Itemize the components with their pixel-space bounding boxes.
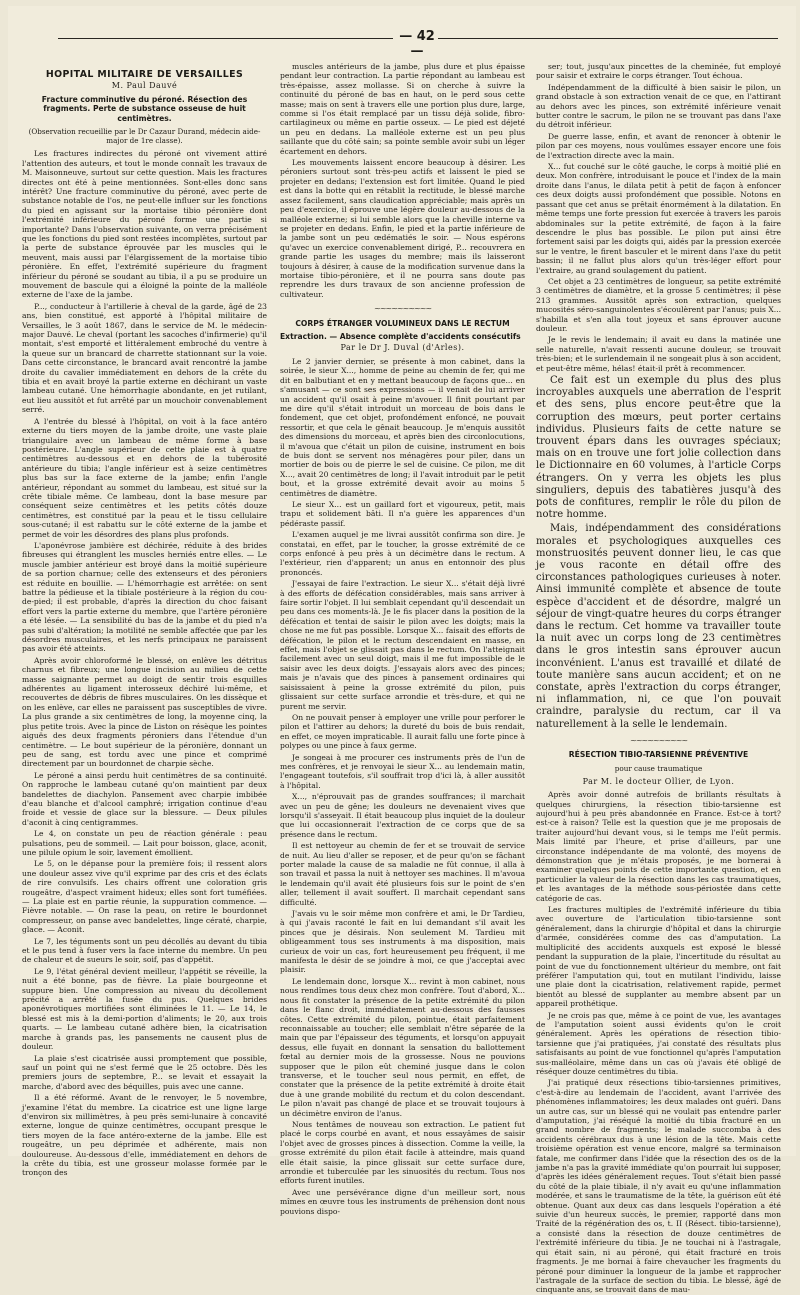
article-paragraph: A l'entrée du blessé à l'hôpital, on voit à la face antéro externe du tiers moyen de la jambe droite, une vaste plaie triangulaire avec un lambeau de même forme à base postérieure. L'angle supérieur de cette plaie est à quatre centimètres au-dessous et en dehors de la tubérosité antérieure du tibia; l'angle inférieur est à seize centimètres plus bas sur la face externe de la jambe; enfin l'angle antérieur, répondant au sommet du lambeau, est situé sur la crête tibiale même. Ce lambeau, dont la base mesure par conséquent seize centimètres et les petits côtés douze centimètres, est constitué par la peau et le tissu cellulaire sous-cutané; il est rabattu sur le côté externe de la jambe et permet de voir les désordres des plans plus profonds. xyxy=(22,416,267,539)
newspaper-page xyxy=(8,6,796,1295)
article-paragraph: J'ai pratiqué deux résections tibio-tarsiennes primitives, c'est-à-dire au lendemain de l'accident, avant l'arrivée des phénomènes inflammatoires; les deux malades ont guéri. Dans un autre cas, sur un blessé qui ne voulait pas entendre parler d'amputation, j'ai réséqué la moitié du tibia fracturé en un grand nombre de fragments; le malade succomba à des accidents cérébraux dus à une lésion de la tête. Mais cette troisième opération est venue encore, malgré sa terminaison fatale, me confirmer dans l'idée que la résection des os de la jambe n'a pas la gravité immédiate qu'on pourrait lui supposer, d'après les idées généralement reçues. Tout s'était bien passé du côté de la plaie tibiale, il n'y avait eu qu'une inflammation modérée, et sans le traumatisme de la tête, la guérison eût été obtenue. Quant aux deux cas dans lesquels l'opération a été suivie d'un heureux succès, le premier, rapporté dans mon Traité de la régénération des os, t. II (Résect. tibio-tarsienne), a consisté dans la résection de douze centimètres de l'extrémité inférieure du tibia. Je ne touchai ni à l'astragale, qui était sain, ni au péroné, qui était fracturé en trois fragments. Je me bornai à faire chevaucher les fragments du péroné pour diminuer la longueur de la jambe et rapprocher l'astragale de la surface de section du tibia. Le blessé, âgé de cinquante ans, se trouvait dans de mau- xyxy=(536,1078,781,1295)
column-1 xyxy=(22,62,267,1178)
article-paragraph: Les fractures multiples de l'extrémité inférieure du tibia avec ouverture de l'articulation tibio-tarsienne sont généralement, dans la chirurgie d'hôpital et dans la chirurgie d'armée, considérées comme des cas d'amputation. La multiplicité des accidents auxquels est exposé le blessé pendant la suppuration de la plaie, l'incertitude du résultat au point de vue du fonctionnement ultérieur du membre, ont fait préférer l'amputation qui, tout en mutilant l'individu, laisse une plaie dont la cicatrisation, relativement rapide, permet bientôt au blessé de supplanter au membre absent par un appareil prothétique. xyxy=(536,905,781,1009)
article-title: HOPITAL MILITAIRE DE VERSAILLES xyxy=(45,69,244,80)
article-paragraph: Avec une persévérance digne d'un meilleur sort, nous mîmes en œuvre tous les instruments de préhension dont nous pouvions dispo- xyxy=(280,1187,525,1216)
article-paragraph: L'examen auquel je me livrai aussitôt confirma son dire. Je constatai, en effet, par le toucher, la grosse extrémité de ce corps enfoncé à peu près à un décimètre dans le rectum. A l'extérieur, rien d'apparent; un anus en entonnoir des plus prononcés. xyxy=(280,530,525,577)
article-paragraph: Le péroné a ainsi perdu huit centimètres de sa continuité. On rapproche le lambeau cutané qu'on maintient par deux bandelettes de diachylon. Pansement avec charpie imbibée d'eau blanche et d'alcool camphré; irrigation continue d'eau froide et vessie de glace sur la blessure. — Deux pilules d'aconit à cinq centigrammes. xyxy=(22,770,267,827)
article-paragraph: Le 9, l'état général devient meilleur, l'appétit se réveille, la nuit a été bonne, pas de fièvre. La plaie bourgeonne et suppure bien. Une compression au niveau du décollement précité a arrêté la fusée du pus. Quelques brides aponévrotiques mortifiées sont éliminées le 11. — Le 14, le blessé est mis à la demi-portion d'aliments; le 20, aux trois quarts. — Le lambeau cutané adhère bien, la cicatrisation marche à grands pas, les pansements ne causent plus de douleur. xyxy=(22,966,267,1052)
article-paragraph-large: Ce fait est un exemple du plus des plus incroyables auxquels une aberration de l'esprit et des sens, plus encore peut-être que la corruption des mœurs, peut porter certains individus. Plusieurs faits de cette nature se trouvent épars dans les ouvrages spéciaux; mais on en trouve une fort jolie collection dans le Dictionnaire en 60 volumes, à l'article Corps étrangers. On y verra les objets les plus singuliers, depuis des tabatières jusqu'à des pots de confitures, remplir le rôle du pilon de notre homme. xyxy=(536,375,781,521)
article-paragraph: Les mouvements laissent encore beaucoup à désirer. Les péroniers surtout sont très-peu actifs et laissent le pied se projeter en dedans; l'extension est fort limitée. Quand le pied est dans la botte qui en rétablit la rectitude, le blessé marche assez facilement, sans claudication appréciable; mais après un peu d'exercice, il éprouve une légère douleur au-dessous de la malléole externe; si lui semble alors que la cheville interne va se projeter en dedans. Enfin, le pied et la partie inférieure de la jambe sont un peu œdématiés le soir. — Nous espérons qu'avec un exercice convenablement dirigé, P... recouvrera en grande partie les usages du membre; mais ils laisseront toujours à désirer, à cause de la modification survenue dans la mortaise tibio-péronière, et il ne pourra sans doute pas reprendre les durs travaux de son ancienne profession de cultivateur. xyxy=(280,158,525,299)
article-paragraph: Cet objet a 23 centimètres de longueur, sa petite extrémité 3 centimètres de diamètre, et la grosse 5 centimètres; il pèse 213 grammes. Aussitôt après son extraction, quelques mucosités séro-sanguinolentes s'écoulèrent par l'anus; puis X... s'habilla et s'en alla tout joyeux et sans éprouver aucune douleur. xyxy=(536,276,781,333)
page-number: — 42 — xyxy=(399,29,435,59)
article-paragraph: Le 4, on constate un peu de réaction générale : peau pulsations, peu de sommeil. — Lait pour boisson, glace, aconit, une pilule opium le soir, lavement émollient. xyxy=(22,829,267,857)
article-paragraph: Le sieur X... est un gaillard fort et vigoureux, petit, mais trapu et solidement bâti. Il n'a guère les apparences d'un pédéraste passif. xyxy=(280,499,525,528)
article-paragraph: Le 7, les téguments sont un peu décollés au devant du tibia et le pus tend à fuser vers la face interne du membre. Un peu de chaleur et de sueurs le soir, soif, pas d'appétit. xyxy=(22,936,267,965)
article-author: M. Paul Dauvé xyxy=(111,81,178,91)
article-paragraph: muscles antérieurs de la jambe, plus dure et plus épaisse pendant leur contraction. La partie répondant au lambeau est très-épaisse, assez mollasse. Si on cherche à suivre la continuité du péroné de bas en haut, on le perd sous cette masse; mais on sent à travers elle une portion plus dure, large, comme si l'os était remplacé par un tissu déjà solide, fibro-cartilagineux ou même en partie osseux. — Le pied est déjeté un peu en dedans. La malléole externe est un peu plus saillante que du côté sain; sa pointe semble avoir subi un léger écartement en dehors. xyxy=(280,62,525,156)
column-3 xyxy=(536,62,782,1295)
header-rule-right xyxy=(438,38,778,39)
article-paragraph: Le 5, on le dépanse pour la première fois; il ressent alors une douleur assez vive qu'il exprime par des cris et des éclats de rire convulsifs. Les chairs offrent une coloration gris rougeâtre, d'aspect vraiment hideux; elles sont fort tuméfiées. — La plaie est en partie réunie, la suppuration commence. — Fièvre notable. — On rase la peau, on retire le bourdonnet compresseur, on panse avec bandelettes, linge cératé, charpie, glace. — Aconit. xyxy=(22,859,267,935)
page-header xyxy=(8,28,796,59)
article-paragraph: X... fut couché sur le côté gauche, le corps à moitié plié en deux. Mon confrère, introduisant le pouce et l'index de la main droite dans l'anus, le dilata petit à petit de façon à enfoncer ces deux doigts aussi profondément que possible. Notons en passant que cet anus se prêtait énormément à la dilatation. En même temps une forte pression fut exercée à travers les parois abdominales sur la petite extrémité, de façon à la faire descendre le plus bas possible. Le pilon put ainsi être fortement saisi par les doigts qui, aidés par la pression exercée sur le ventre, le firent basculer et le mirent dans l'axe du petit bassin; il ne fallut plus alors qu'un très-léger effort pour l'extraire, au grand soulagement du patient. xyxy=(536,162,781,275)
article-paragraph: P..., conducteur à l'artillerie à cheval de la garde, âgé de 23 ans, bien constitué, est apporté à l'hôpital militaire de Versailles, le 3 août 1867, dans le service de M. le médecin-major Dauvé. Le cheval (portant les sacoches d'infirmerie) qu'il montait, s'est emporté et littéralement embroché du ventre à la queue sur un brancard de charrette stationnant sur la voie. Dans cette circonstance, le brancard avait rencontré la jambe droite du cavalier immédiatement en dehors de la crête du tibia et en avait broyé la partie externe en déchirant un vaste lambeau cutané. Une hémorrhagie abondante, en jet rutilant, eut lieu aussitôt et fut arrêté par un mouchoir convenablement serré. xyxy=(22,301,267,415)
article-subtitle: Extraction. — Absence complète d'accidents consécutifs xyxy=(280,332,521,342)
article-paragraph: J'essayai de faire l'extraction. Le sieur X... s'était déjà livré à des efforts de défécation considérables, mais sans arriver à faire sortir l'objet. Il lui semblait cependant qu'il descendait un peu dans ces moments-là. Je le fis placer dans la position de la défécation et tentai de saisir le pilon avec les doigts; mais la chose ne me fut pas possible. Lorsque X... faisait des efforts de défécation, le pilon et le rectum descendaient en masse, en effet, mais l'objet se glissait pas dans le rectum. On l'atteignait facilement avec un seul doigt, mais il me fut impossible de le saisir avec les deux doigts. J'essayais alors avec des pinces; mais je n'avais que des pinces à pansement ordinaires qui saisissaient à peine la grosse extrémité du pilon, puis glissaient sur cette surface arrondie et très-dure, et qui ne purent me servir. xyxy=(280,579,525,711)
article-paragraph: Après avoir donné autrefois de brillants résultats à quelques chirurgiens, la résection tibio-tarsienne est aujourd'hui à peu près abandonnée en France. Est-ce à tort? est-ce à raison? Telle est la question que je me proposais de traiter aujourd'hui devant vous, si le temps me l'eût permis. Mais limité par l'heure, et prise d'ailleurs, par une circonstance indépendante de ma volonté, des moyens de démonstration que je m'étais proposés, je me bornerai à examiner quelques points de cette importante question, et en particulier la valeur de la résection dans les cas traumatiques, et les avantages de la méthode sous-périostée dans cette catégorie de cas. xyxy=(536,790,781,903)
article-title: CORPS ÉTRANGER VOLUMINEUX DANS LE RECTUM xyxy=(295,318,510,328)
article-subtitle: pour cause traumatique xyxy=(614,763,703,773)
article-paragraph: La plaie s'est cicatrisée aussi promptement que possible, sauf un point qui ne s'est fermé que le 25 octobre. Dès les premiers jours de septembre, P... se levait et essayait la marche, d'abord avec des béquilles, puis avec une canne. xyxy=(22,1053,267,1091)
article-paragraph: Je ne crois pas que, même à ce point de vue, les avantages de l'amputation soient aussi évidents qu'on le croit généralement. Après les opérations de résection tibio-tarsienne que j'ai pratiquées, j'ai constaté des résultats plus satisfaisants au point de vue fonctionnel qu'après l'amputation sus-malléolaire, même dans un cas où j'avais été obligé de réséquer douze centimètres du tibia. xyxy=(536,1010,781,1076)
article-paragraph: Il a été réformé. Avant de le renvoyer, le 5 novembre, j'examine l'état du membre. La cicatrice est une ligne large d'environ six millimètres, à peu près semi-lunaire à concavité externe, longue de quinze centimètres, occupant presque le tiers moyen de la face antéro-externe de la jambe. Elle est rougeâtre, un peu déprimée et adhérente, mais non douloureuse. Au-dessous d'elle, immédiatement en dehors de la crête du tibia, est une grosseur molasse formée par le tronçon des xyxy=(22,1093,267,1178)
article-title: RÉSECTION TIBIO-TARSIENNE PRÉVENTIVE xyxy=(568,750,749,760)
article-paragraph: ser; tout, jusqu'aux pincettes de la cheminée, fut employé pour saisir et extraire le corps étranger. Tout échoua. xyxy=(536,62,781,81)
article-subtitle: Fracture comminutive du péroné. Résection des fragments. Perte de substance osseuse de huit centimètres. xyxy=(41,94,248,123)
article-paragraph: Je songeai à me procurer ces instruments près de l'un de mes confrères, et je renvoyai le sieur X... au lendemain matin, l'engageant toutefois, s'il souffrait trop d'ici là, à aller aussitôt à l'hôpital. xyxy=(280,752,525,790)
header-rule-left xyxy=(58,38,393,39)
article-paragraph: Nous tentâmes de nouveau son extraction. Le patient fut placé le corps courbé en avant, et nous essayâmes de saisir l'objet avec de grosses pinces à dissection. Comme la veille, la grosse extrémité du pilon était facile à atteindre, mais quand elle était saisie, la pince glissait sur cette surface dure, arrondie et tuberculée par les sinuosités du rectum. Tous nos efforts furent inutiles. xyxy=(280,1119,525,1186)
article-paragraph: Le 2 janvier dernier, se présente à mon cabinet, dans la soirée, le sieur X..., homme de peine au chemin de fer, qui me dit en balbutiant et en y mettant beaucoup de façons que... en s'amusant — ce sont ses expressions — il venait de lui arriver un accident qu'il osait à peine m'avouer. Il finit pourtant par me dire qu'il s'était introduit un morceau de bois dans le fondement, que cet objet, profondément enfoncé, ne pouvait ressortir, et que cela le gênait beaucoup. Je m'enquis aussitôt des dimensions du morceau, et après bien des circonlocutions, il m'avoua que c'était un pilon de cuisine, instrument en bois de buis dont se servent nos ménagères pour piler, dans un mortier de bois ou de pierre le sel de cuisine. Ce pilon, me dit X..., avait 20 centimètres de long; il l'avait introduit par le petit bout, et la grosse extrémité devait avoir au moins 5 centimètres de diamètre. xyxy=(280,356,525,498)
article-paragraph: On ne pouvait penser à employer une vrille pour perforer le pilon et l'attirer au dehors; la dureté du bois de buis rendait, en effet, ce moyen impraticable. Il aurait fallu une forte pince à polypes ou une pince à faux germe. xyxy=(280,712,525,751)
section-separator: ~~~~~~~~~~ xyxy=(629,735,688,745)
article-paragraph: L'aponévrose jambière est déchirée, réduite à des brides fibreuses qui étranglent les muscles herniés entre elles. — Le muscle jambier antérieur est broyé dans la moitié supérieure de sa portion charnue; celle des extenseurs et des péroniers est réduite en bouillie. — L'hémorrhagie est arrêtée: on sent battre la pédieuse et la tibiale postérieure à la région du cou-de-pied; il est probable, d'après la direction du choc faisant effort vers la partie externe du membre, que l'artère péronière a été lésée. — La sensibilité du bas de la jambe et du pied n'a pas subi d'altération; la motilité ne semble affectée que par les désordres musculaires, et les nerfs principaux ne paraissent pas avoir été atteints. xyxy=(22,540,267,654)
article-paragraph: Les fractures indirectes du péroné ont vivement attiré l'attention des auteurs, et tout le monde connaît les travaux de M. Maisonneuve, surtout sur cette question. Mais les fractures directes ont été à peine mentionnées. Sont-elles donc sans intérêt? Une fracture comminutive du péroné, avec perte de substance notable de l'os, ne peut-elle influer sur les fonctions du pied en agissant sur la mortaise tibio péronière dont l'extrémité inférieure du péroné forme une partie si importante? Dans l'observation suivante, on verra précisément que les fonctions du pied sont restées incomplètes, surtout par la perte de substance éprouvée par les muscles qui le meuvent, mais aussi par l'élargissement de la mortaise tibio péronière. En effet, l'extrémité supérieure du fragment inférieur du péroné se soudant au tibia, il a pu se produire un mouvement de bascule qui a éloigné la pointe de la malléole externe de l'axe de la jambe. xyxy=(22,149,267,300)
article-observation-note: (Observation recueillie par le Dr Cazaur Durand, médecin aide-major de 1re classe). xyxy=(28,127,261,146)
article-paragraph: Il est nettoyeur au chemin de fer et se trouvait de service de nuit. Au lieu d'aller se reposer, et de peur qu'on se fâchant porter malade la cause de sa maladie ne fût connue, il alla à son travail et passa la nuit à nettoyer ses machines. Il m'avoua le lendemain qu'il avait été plusieurs fois sur le point de s'en aller, tellement il avait souffert. Il marchait cependant sans difficulté. xyxy=(280,841,525,907)
article-author: Par le Dr J. Duval (d'Arles). xyxy=(340,343,465,353)
section-separator: ~~~~~~~~~~ xyxy=(373,304,432,314)
article-paragraph: J'avais vu le soir même mon confrère et ami, le Dr Tardieu, à qui j'avais raconté le fait en lui demandant s'il avait les pinces que je désirais. Non seulement M. Tardieu mit obligeamment tous ses instruments à ma disposition, mais curieux de voir un cas, fort heureusement peu fréquent, il me manifesta le désir de se joindre à moi, ce que j'acceptai avec plaisir. xyxy=(280,909,525,975)
article-paragraph: De guerre lasse, enfin, et avant de renoncer à obtenir le pilon par ces moyens, nous voulûmes essayer encore une fois de l'extraction directe avec la main. xyxy=(536,131,781,160)
article-paragraph: Le lendemain donc, lorsque X... revint à mon cabinet, nous nous rendîmes tous deux chez mon confrère. Tout d'abord, X... nous fit constater la présence de la petite extrémité du pilon dans le flanc droit, immédiatement au-dessous des fausses côtes. Cette extrémité du pilon, pointue, était parfaitement reconnaissable au toucher; elle semblait n'être séparée de la main que par l'épaisseur des téguments, et lorsqu'on appuyait dessus, elle fuyait en donnant la sensation du ballottement fœtal au dernier mois de la grossesse. Nous ne pouvions supposer que le pilon eût cheminé jusque dans le colon transverse, et le toucher seul nous permit, en effet, de constater que la présence de la petite extrémité à droite était due à une grande mobilité du rectum et du colon descendant. Le pilon n'avait pas changé de place et se trouvait toujours à un décimètre environ de l'anus. xyxy=(280,976,525,1118)
article-paragraph: Indépendamment de la difficulté à bien saisir le pilon, un grand obstacle à son extraction venait de ce que, en l'attirant au dehors avec les pinces, son extrémité inférieure venait butter contre le sacrum, le pilon ne se trouvant pas dans l'axe du détroit inférieur. xyxy=(536,82,781,130)
article-paragraph: Je le revis le lendemain; il avait eu dans la matinée une selle naturelle, n'avait ressenti aucune douleur, se trouvait très-bien; et le surlendemain il ne songeait plus à son accident, et peut-être même, hélas! était-il prêt à recommencer. xyxy=(536,335,781,373)
column-2 xyxy=(280,62,525,1216)
article-author: Par M. le docteur Ollier, de Lyon. xyxy=(582,776,735,786)
article-paragraph: X..., n'éprouvait pas de grandes souffrances; il marchait avec un peu de gêne; les douleurs ne devenaient vives que lorsqu'il s'asseyait. Il était beaucoup plus inquiet de la douleur que lui occasionnerait l'extraction de ce corps que de sa présence dans le rectum. xyxy=(280,792,525,839)
article-paragraph: Après avoir chloroformé le blessé, on enlève les détritus charnus et fibreux; une longue incision au milieu de cette masse saignante permet au doigt de sentir trois esquilles adhérentes au ligament interosseux déchiré lui-même, et recouvertes de débris de fibres musculaires. On les dissèque et on les enlève, car elles ne paraissent pas susceptibles de vivre. La plus grande a six centimètres de long, la moyenne cinq, la plus petite trois. Avec la pince de Liston on résèque les pointes aiguës des deux fragments péroniers dans l'étendue d'un centimètre. — Le bout supérieur de la péronière, donnant un peu de sang, est tordu avec une pince et comprimé directement par un bourdonnet de charpie sèche. xyxy=(22,655,267,769)
article-paragraph-large: Mais, indépendamment des considérations morales et psychologiques auxquelles ces monstruosités peuvent donner lieu, le cas que je vous raconte en détail offre des circonstances pathologiques curieuses à noter. Ainsi immunité complète et absence de toute espèce d'accident et de désordre, malgré un séjour de vingt-quatre heures du corps étranger dans le rectum. Cet homme va travailler toute la nuit avec un corps long de 23 centimètres dans le gros intestin sans éprouver aucun inconvénient. L'anus est travaillé et dilaté de toute manière sans aucun accident; et on ne constate, après l'extraction du corps étranger, ni inflammation, ni, ce que l'on pouvait craindre, paralysie du rectum, car il va naturellement à la selle le lendemain. xyxy=(536,523,782,730)
